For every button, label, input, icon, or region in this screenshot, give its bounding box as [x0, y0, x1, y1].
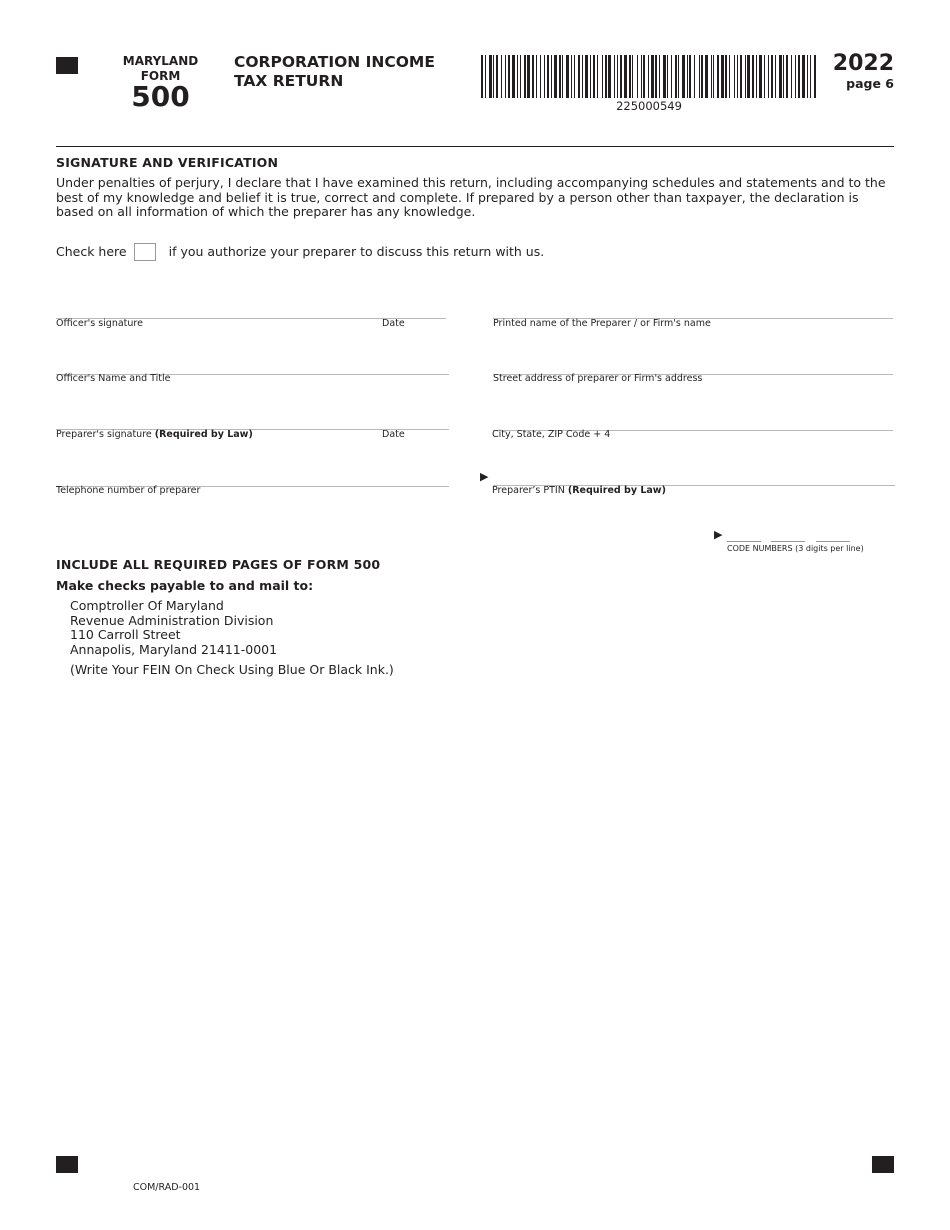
code-number-line-3[interactable]: [816, 541, 850, 542]
ptin-arrow-icon: ▶: [480, 470, 489, 483]
city-state-zip-label: City, State, ZIP Code + 4: [492, 429, 611, 440]
section-title-signature: SIGNATURE AND VERIFICATION: [56, 155, 279, 170]
barcode: [481, 55, 817, 98]
ptin-required-note: (Required by Law): [567, 485, 666, 496]
state-label: MARYLAND: [122, 54, 199, 68]
authorize-preparer-checkbox[interactable]: [134, 243, 156, 261]
registration-mark-bottom-left: [56, 1156, 78, 1173]
include-pages-title: INCLUDE ALL REQUIRED PAGES OF FORM 500: [56, 557, 381, 572]
form-title-line2: TAX RETURN: [234, 72, 344, 90]
preparer-name-label: Printed name of the Preparer / or Firm's name: [493, 318, 711, 329]
fein-check-note: (Write Your FEIN On Check Using Blue Or Black Ink.): [70, 662, 394, 677]
tax-year: 2022: [832, 51, 894, 76]
officer-date-label: Date: [382, 318, 405, 329]
page-number: page 6: [846, 76, 894, 91]
address-line-2: Revenue Administration Division: [70, 612, 274, 628]
officer-signature-label: Officer's signature: [56, 318, 143, 329]
officer-name-title-label: Officer's Name and Title: [56, 373, 171, 384]
form-title: [234, 53, 435, 91]
preparer-date-label: Date: [382, 429, 405, 440]
preparer-signature-label: [56, 429, 253, 441]
code-numbers-arrow-icon: ▶: [714, 528, 723, 541]
code-number-line-2[interactable]: [771, 541, 805, 542]
registration-mark-bottom-right: [872, 1156, 894, 1173]
preparer-signature-text: Preparer's signature: [56, 429, 152, 440]
form-code-footer: COM/RAD-001: [133, 1182, 201, 1193]
street-address-label: Street address of preparer or Firm's address: [493, 373, 703, 384]
mailing-address: [70, 599, 277, 658]
authorize-preparer-row: [56, 242, 544, 262]
address-line-3: 110 Carroll Street: [70, 627, 181, 643]
barcode-number: 225000549: [616, 99, 682, 113]
address-line-4: Annapolis, Maryland 21411-0001: [70, 642, 278, 658]
address-line-1: Comptroller Of Maryland: [70, 598, 224, 613]
check-here-label: Check here: [56, 244, 127, 259]
payable-to-title: Make checks payable to and mail to:: [56, 578, 314, 593]
required-by-law-note: (Required by Law): [154, 429, 253, 440]
ptin-text: Preparer’s PTIN: [492, 485, 565, 496]
ptin-label: [492, 485, 666, 497]
header-divider: [56, 146, 894, 147]
form-title-line1: CORPORATION INCOME: [234, 53, 435, 71]
telephone-label: Telephone number of preparer: [56, 485, 201, 496]
form-label: FORM: [140, 69, 181, 83]
code-number-line-1[interactable]: [727, 541, 761, 542]
perjury-declaration: Under penalties of perjury, I declare that I have examined this return, including accompanying schedules and statements and to the best of my knowledge and belief it is true, correct and complete. If prepared by a person other than taxpayer, the declaration is based on all information of which the preparer has any knowledge.: [56, 175, 886, 220]
form-number: 500: [131, 80, 190, 113]
code-numbers-label: CODE NUMBERS (3 digits per line): [727, 544, 864, 553]
registration-mark-top-left: [56, 57, 78, 74]
authorize-preparer-label: if you authorize your preparer to discuss this return with us.: [168, 244, 545, 259]
